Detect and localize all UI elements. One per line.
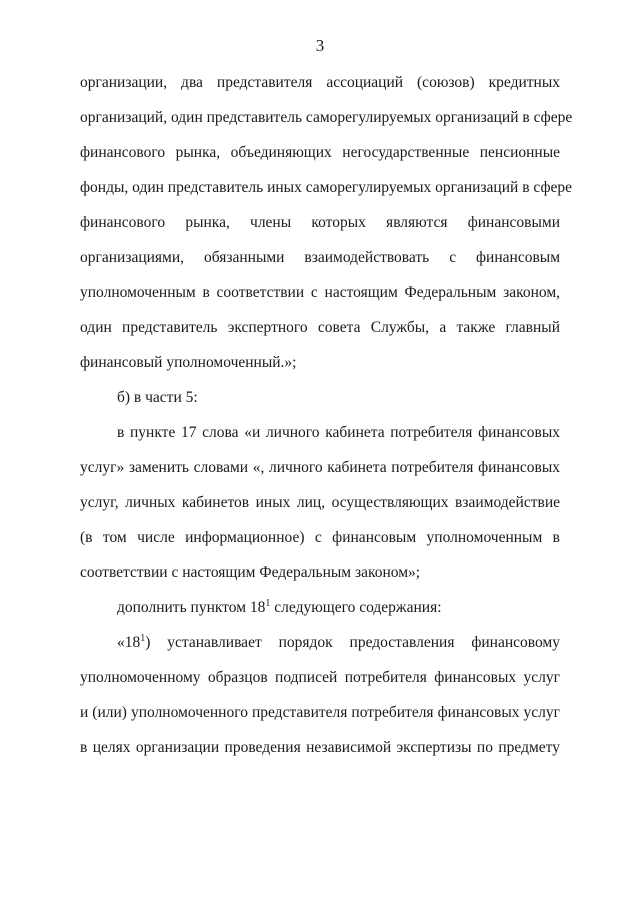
text-line: услуг» заменить словами «, личного кабинета потребителя финансовых [80,459,560,476]
page-number: 3 [315,36,325,55]
text-line: и (или) уполномоченного представителя потребителя финансовых услуг [80,704,560,721]
text-line: уполномоченному образцов подписей потребителя финансовых услуг [80,669,560,686]
text-line: уполномоченным в соответствии с настоящим Федеральным законом, [80,284,560,301]
text-line [117,598,560,618]
text-line: (в том числе информационное) с финансовым уполномоченным в [80,529,560,546]
text-line [117,633,560,653]
text-fragment: «18 [117,634,141,651]
text-line: финансового рынка, объединяющих негосударственные пенсионные [80,144,560,161]
text-line: организации, два представителя ассоциаций (союзов) кредитных [80,74,560,91]
text-line: организаций, один представитель саморегулируемых организаций в сфере [80,109,573,126]
text-fragment: ) устанавливает порядок предоставления финансовому [145,634,560,651]
subitem-heading: б) в части 5: [117,389,198,406]
text-fragment: следующего содержания: [274,599,442,616]
text-line: финансовый уполномоченный.»; [80,354,297,371]
text-fragment: дополнить пунктом 18 [117,599,266,616]
text-line: финансового рынка, члены которых являются финансовыми [80,214,560,231]
text-line: соответствии с настоящим Федеральным законом»; [80,564,421,581]
superscript: 1 [265,598,271,609]
text-line: в пункте 17 слова «и личного кабинета потребителя финансовых [117,424,560,441]
superscript: 1 [140,633,146,644]
text-line: один представитель экспертного совета Службы, а также главный [80,319,560,336]
text-line: услуг, личных кабинетов иных лиц, осуществляющих взаимодействие [80,494,560,511]
text-line: организациями, обязанными взаимодействовать с финансовым [80,249,560,266]
text-line: в целях организации проведения независимой экспертизы по предмету [80,739,560,756]
text-line: фонды, один представитель иных саморегулируемых организаций в сфере [80,179,573,196]
